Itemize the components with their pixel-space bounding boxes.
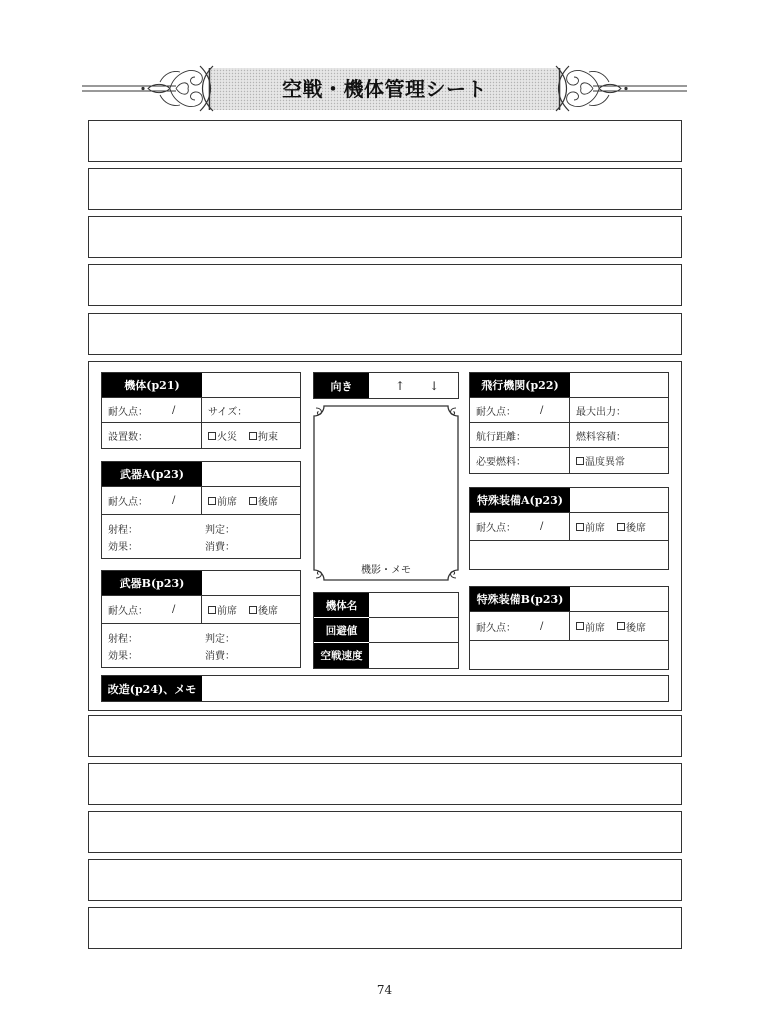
- weapon-b-header-label: 武器B(p23): [102, 571, 202, 595]
- front-seat-checkbox[interactable]: [208, 497, 216, 505]
- size-label: サイズ：: [208, 406, 248, 418]
- left-flourish: [82, 66, 213, 111]
- evasion-label: 回避値: [314, 618, 369, 643]
- special-b-name-field[interactable]: [570, 587, 668, 611]
- special-equipment-b-block: [469, 586, 669, 670]
- weapon-a-row-durability: [102, 487, 300, 515]
- fire-checkbox[interactable]: [208, 432, 216, 440]
- note-box-4[interactable]: [88, 264, 682, 306]
- modification-block: [101, 675, 669, 702]
- special-a-notes-field[interactable]: [470, 541, 668, 569]
- aircraft-name-field[interactable]: [369, 593, 458, 618]
- effect-label: 効果：: [108, 542, 138, 553]
- cost-label: 消費：: [205, 542, 235, 553]
- special-b-header-row: [470, 587, 668, 612]
- special-a-row-durability: [470, 513, 668, 541]
- special-a-header-label: 特殊装備A(p23): [470, 488, 570, 512]
- weapon-b-name-field[interactable]: [202, 571, 300, 595]
- note-box-7[interactable]: [88, 763, 682, 805]
- right-flourish: [556, 66, 687, 111]
- rear-seat-checkbox[interactable]: [617, 622, 625, 630]
- modification-field[interactable]: [202, 676, 668, 701]
- weapon-b-block: [101, 570, 301, 668]
- air-speed-label: 空戦速度: [314, 643, 369, 668]
- fire-checkbox-item[interactable]: [208, 428, 237, 443]
- special-equipment-a-block: [469, 487, 669, 570]
- weapon-b-row-durability: [102, 596, 300, 624]
- weapon-a-details[interactable]: [102, 515, 300, 558]
- aircraft-installed-field[interactable]: [102, 423, 202, 448]
- note-box-6[interactable]: [88, 715, 682, 757]
- engine-cruise-range-field[interactable]: [470, 423, 570, 447]
- note-box-9[interactable]: [88, 859, 682, 901]
- weapon-b-seat-checks: [202, 596, 300, 623]
- overheat-checkbox[interactable]: [576, 457, 584, 465]
- facing-block: [313, 372, 459, 399]
- durability-label: 耐久点：: [108, 497, 148, 508]
- special-b-header-label: 特殊装備B(p23): [470, 587, 570, 611]
- aircraft-value-field[interactable]: [202, 373, 300, 397]
- aircraft-stats-table: [313, 592, 459, 669]
- note-box-5[interactable]: [88, 313, 682, 355]
- down-arrow-icon[interactable]: ↓: [429, 378, 440, 393]
- aircraft-durability-field[interactable]: [102, 398, 202, 422]
- note-box-10[interactable]: [88, 907, 682, 949]
- special-a-row-notes: [470, 541, 668, 569]
- stat-row-name: [314, 593, 458, 618]
- facing-row: [314, 373, 458, 398]
- aircraft-management-section: [88, 361, 682, 711]
- judgement-label: 判定：: [205, 525, 235, 536]
- special-a-durability-field[interactable]: [470, 513, 570, 540]
- page-number: 74: [376, 983, 393, 997]
- corner-curl-top-left: [316, 408, 322, 415]
- weapon-b-header-row: [102, 571, 300, 596]
- frame-border: [313, 405, 459, 581]
- weapon-a-durability-field[interactable]: [102, 487, 202, 514]
- rear-seat-checkbox[interactable]: [249, 497, 257, 505]
- rear-seat-checkbox[interactable]: [249, 606, 257, 614]
- aircraft-row-installed: [102, 423, 300, 448]
- engine-max-output-field[interactable]: [570, 398, 668, 422]
- silhouette-caption: 機影・メモ: [361, 565, 411, 576]
- weapon-b-details[interactable]: [102, 624, 300, 667]
- restraint-checkbox[interactable]: [249, 432, 257, 440]
- rear-seat-checkbox-item[interactable]: [617, 619, 646, 634]
- rear-seat-checkbox-item[interactable]: [617, 519, 646, 534]
- special-b-seat-checks: [570, 612, 668, 640]
- weapon-a-name-field[interactable]: [202, 462, 300, 486]
- front-seat-checkbox-item[interactable]: [576, 619, 605, 634]
- restraint-label: 拘束: [258, 432, 278, 443]
- evasion-field[interactable]: [369, 618, 458, 643]
- front-seat-checkbox-item[interactable]: [208, 602, 237, 617]
- engine-durability-field[interactable]: [470, 398, 570, 422]
- rear-seat-checkbox-item[interactable]: [249, 602, 278, 617]
- note-box-2[interactable]: [88, 168, 682, 210]
- durability-label: 耐久点：: [476, 622, 516, 634]
- note-box-1[interactable]: [88, 120, 682, 162]
- corner-curl-top-right: [450, 408, 456, 415]
- durability-slash: /: [540, 620, 544, 632]
- aircraft-name-label: 機体名: [314, 593, 369, 618]
- front-seat-checkbox[interactable]: [576, 523, 584, 531]
- engine-row-range: [470, 423, 668, 448]
- modification-label: 改造(p24)、メモ: [102, 676, 202, 701]
- aircraft-status-checks: [202, 423, 300, 448]
- special-b-row-notes: [470, 641, 668, 669]
- overheat-label: 温度異常: [585, 457, 625, 468]
- rear-seat-checkbox[interactable]: [617, 523, 625, 531]
- engine-name-field[interactable]: [570, 373, 668, 397]
- engine-header-label: 飛行機関(p22): [470, 373, 570, 397]
- judgement-label: 判定：: [205, 634, 235, 645]
- durability-label: 耐久点：: [476, 523, 516, 534]
- durability-label: 耐久点：: [108, 406, 148, 418]
- special-a-header-row: [470, 488, 668, 513]
- special-a-name-field[interactable]: [570, 488, 668, 512]
- front-seat-label: 前席: [585, 622, 605, 634]
- fuel-capacity-label: 燃料容積：: [576, 431, 626, 443]
- range-label: 射程：: [108, 525, 138, 536]
- rear-seat-label: 後席: [258, 497, 278, 508]
- front-seat-label: 前席: [585, 523, 605, 534]
- weapon-b-durability-field[interactable]: [102, 596, 202, 623]
- aircraft-size-field[interactable]: [202, 398, 300, 422]
- page-title: 空戦・機体管理シート: [282, 77, 487, 101]
- durability-slash: /: [172, 404, 176, 416]
- rear-seat-checkbox-item[interactable]: [249, 493, 278, 508]
- cost-label: 消費：: [205, 651, 235, 662]
- engine-status-checks: [570, 448, 668, 473]
- durability-slash: /: [540, 404, 544, 416]
- special-b-row-durability: [470, 612, 668, 641]
- engine-row-durability: [470, 398, 668, 423]
- front-seat-label: 前席: [217, 606, 237, 617]
- aircraft-header-label: 機体(p21): [102, 373, 202, 397]
- aircraft-block: [101, 372, 301, 449]
- front-seat-label: 前席: [217, 497, 237, 508]
- front-seat-checkbox[interactable]: [208, 606, 216, 614]
- special-b-durability-field[interactable]: [470, 612, 570, 640]
- up-arrow-icon[interactable]: ↑: [395, 378, 406, 393]
- front-seat-checkbox-item[interactable]: [576, 519, 605, 534]
- weapon-a-block: [101, 461, 301, 559]
- engine-header-row: [470, 373, 668, 398]
- silhouette-memo-frame[interactable]: [313, 405, 459, 581]
- stat-row-evasion: [314, 618, 458, 643]
- weapon-a-header-label: 武器A(p23): [102, 462, 202, 486]
- special-b-notes-field[interactable]: [470, 641, 668, 669]
- effect-label: 効果：: [108, 651, 138, 662]
- required-fuel-label: 必要燃料：: [476, 457, 526, 468]
- aircraft-header-row: [102, 373, 300, 398]
- durability-slash: /: [540, 521, 544, 532]
- aircraft-row-durability: [102, 398, 300, 423]
- restraint-checkbox-item[interactable]: [249, 428, 278, 443]
- facing-field[interactable]: [369, 373, 458, 398]
- engine-block: [469, 372, 669, 474]
- durability-label: 耐久点：: [108, 606, 148, 617]
- modification-row: [102, 676, 668, 701]
- engine-fuel-capacity-field[interactable]: [570, 423, 668, 447]
- fire-label: 火災: [217, 432, 237, 443]
- overheat-checkbox-item[interactable]: [576, 453, 625, 468]
- weapon-a-seat-checks: [202, 487, 300, 514]
- rear-seat-label: 後席: [626, 523, 646, 534]
- note-box-3[interactable]: [88, 216, 682, 258]
- air-speed-field[interactable]: [369, 643, 458, 668]
- weapon-a-header-row: [102, 462, 300, 487]
- durability-slash: /: [172, 495, 176, 506]
- cruise-range-label: 航行距離：: [476, 431, 526, 443]
- range-label: 射程：: [108, 634, 138, 645]
- front-seat-checkbox-item[interactable]: [208, 493, 237, 508]
- installed-label: 設置数：: [108, 432, 148, 443]
- facing-label: 向き: [314, 373, 369, 398]
- durability-slash: /: [172, 604, 176, 615]
- max-output-label: 最大出力：: [576, 406, 626, 418]
- rear-seat-label: 後席: [626, 622, 646, 634]
- rear-seat-label: 後席: [258, 606, 278, 617]
- durability-label: 耐久点：: [476, 406, 516, 418]
- note-box-8[interactable]: [88, 811, 682, 853]
- engine-row-fuel: [470, 448, 668, 473]
- front-seat-checkbox[interactable]: [576, 622, 584, 630]
- stat-row-air-speed: [314, 643, 458, 668]
- special-a-seat-checks: [570, 513, 668, 540]
- engine-required-fuel-field[interactable]: [470, 448, 570, 473]
